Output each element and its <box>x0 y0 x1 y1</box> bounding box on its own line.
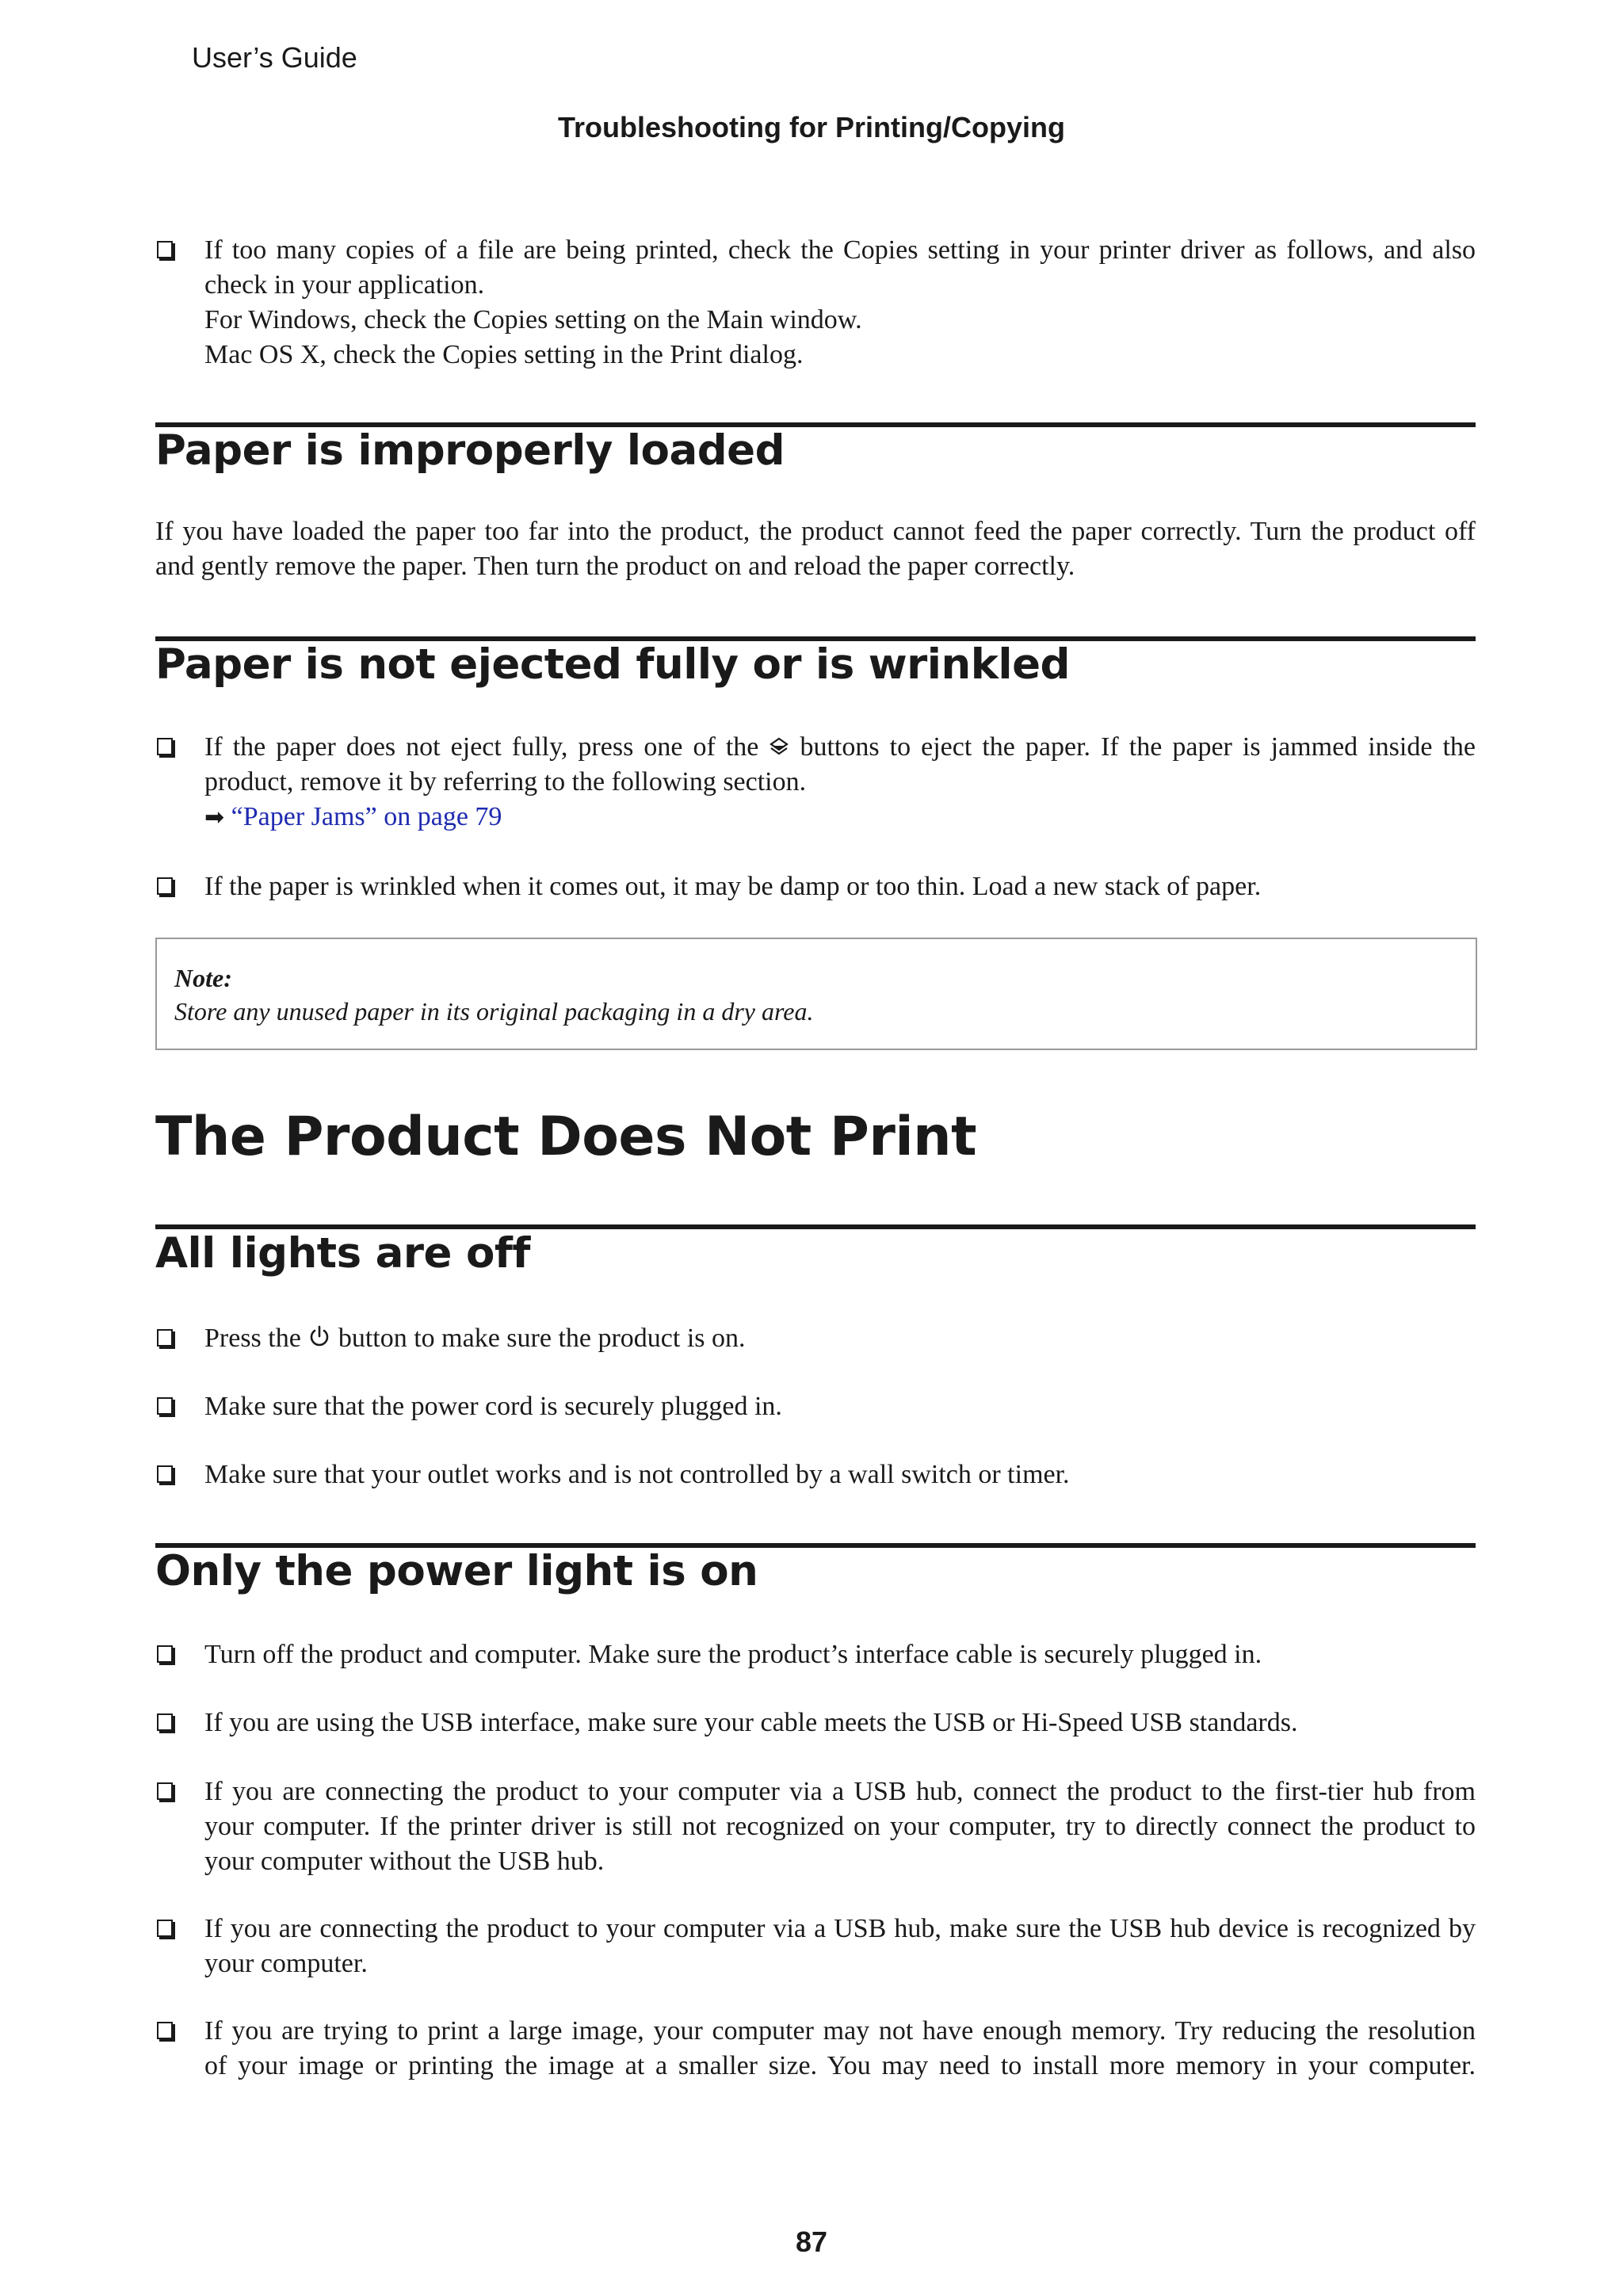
list-item-outlet <box>155 1457 1476 1492</box>
text-line: Turn off the product and computer. Make sure the product’s interface cable is securely plugged in. <box>204 1640 1262 1669</box>
text-line: If you are connecting the product to your computer via a USB hub, connect the product to the first-tier hub from <box>204 1777 1476 1806</box>
paragraph-improperly-loaded <box>155 514 1476 584</box>
list-item-usb-standards <box>155 1706 1476 1740</box>
text-line: Make sure that the power cord is securely plugged in. <box>204 1392 782 1421</box>
running-header-section: Troubleshooting for Printing/Copying <box>558 111 1065 143</box>
section-heading-power-light: Only the power light is on <box>155 1547 758 1595</box>
text-line: and gently remove the paper. Then turn the product on and reload the paper correctly. <box>155 552 1075 581</box>
list-item-power-cord <box>155 1389 1476 1424</box>
text-line: Mac OS X, check the Copies setting in the Print dialog. <box>204 340 804 369</box>
text-line: Make sure that your outlet works and is not controlled by a wall switch or timer. <box>204 1460 1070 1489</box>
note-box <box>155 938 1477 1050</box>
checkbox-bullet-icon <box>157 1397 173 1415</box>
text-line: If you are using the USB interface, make sure your cable meets the USB or Hi-Speed USB standards. <box>204 1708 1298 1737</box>
note-text: Store any unused paper in its original packaging in a dry area. <box>174 997 814 1026</box>
checkbox-bullet-icon <box>157 2022 173 2039</box>
paper-feed-icon <box>769 736 789 758</box>
text-segment: button to make sure the product is on. <box>338 1324 746 1353</box>
text-segment: buttons to eject the paper. If the paper is jammed inside the <box>800 732 1476 762</box>
text-line: your computer without the USB hub. <box>204 1847 605 1876</box>
text-segment: If the paper does not eject fully, press one of the <box>204 732 759 762</box>
text-line: your computer. If the printer driver is still not recognized on your computer, try to directly connect the product to <box>204 1812 1476 1841</box>
section-heading-improperly-loaded: Paper is improperly loaded <box>155 426 785 475</box>
checkbox-bullet-icon <box>157 1645 173 1663</box>
list-item-usb-hub-recognized <box>155 1912 1476 1981</box>
text-line: For Windows, check the Copies setting on the Main window. <box>204 305 862 334</box>
list-item-memory <box>155 2014 1476 2084</box>
text-segment: Press the <box>204 1324 301 1353</box>
list-item-copies <box>155 233 1476 372</box>
section-heading-lights-off: All lights are off <box>155 1229 530 1278</box>
checkbox-bullet-icon <box>157 1713 173 1731</box>
list-item-usb-hub-first-tier <box>155 1775 1476 1879</box>
section-heading-not-ejected: Paper is not ejected fully or is wrinkled <box>155 640 1070 689</box>
checkbox-bullet-icon <box>157 1920 173 1937</box>
text-line: If you are trying to print a large image, your computer may not have enough memory. Try reducing the resolution <box>204 2016 1476 2046</box>
power-icon <box>307 1324 331 1350</box>
checkbox-bullet-icon <box>157 877 173 895</box>
text-line: your computer. <box>204 1949 368 1978</box>
text-line: If too many copies of a file are being printed, check the Copies setting in your printer driver as follows, and also <box>204 235 1476 265</box>
link-paper-jams[interactable]: “Paper Jams” on page 79 <box>231 802 502 831</box>
page-number: 87 <box>795 2225 828 2258</box>
checkbox-bullet-icon <box>157 738 173 755</box>
note-title: Note: <box>174 964 232 992</box>
checkbox-bullet-icon <box>157 1329 173 1347</box>
list-item-press-power <box>155 1321 1476 1356</box>
chapter-heading-does-not-print: The Product Does Not Print <box>155 1106 977 1168</box>
checkbox-bullet-icon <box>157 1465 173 1483</box>
text-line: If you have loaded the paper too far into the product, the product cannot feed the paper correctly. Turn the product off <box>155 517 1476 546</box>
text-line: check in your application. <box>204 270 485 300</box>
list-item-interface-cable <box>155 1637 1476 1672</box>
text-line: of your image or printing the image at a smaller size. You may need to install more memory in your computer. <box>204 2051 1476 2080</box>
list-item-wrinkled <box>155 869 1476 904</box>
running-header-guide: User’s Guide <box>192 41 357 74</box>
text-line: product, remove it by referring to the following section. <box>204 767 807 797</box>
text-line: If you are connecting the product to your computer via a USB hub, make sure the USB hub device is recognized by <box>204 1914 1476 1943</box>
text-line: If the paper is wrinkled when it comes out, it may be damp or too thin. Load a new stack of paper. <box>204 872 1262 901</box>
arrow-right-icon: ➡ <box>204 804 225 831</box>
list-item-eject <box>155 730 1476 835</box>
checkbox-bullet-icon <box>157 1782 173 1800</box>
checkbox-bullet-icon <box>157 241 173 258</box>
